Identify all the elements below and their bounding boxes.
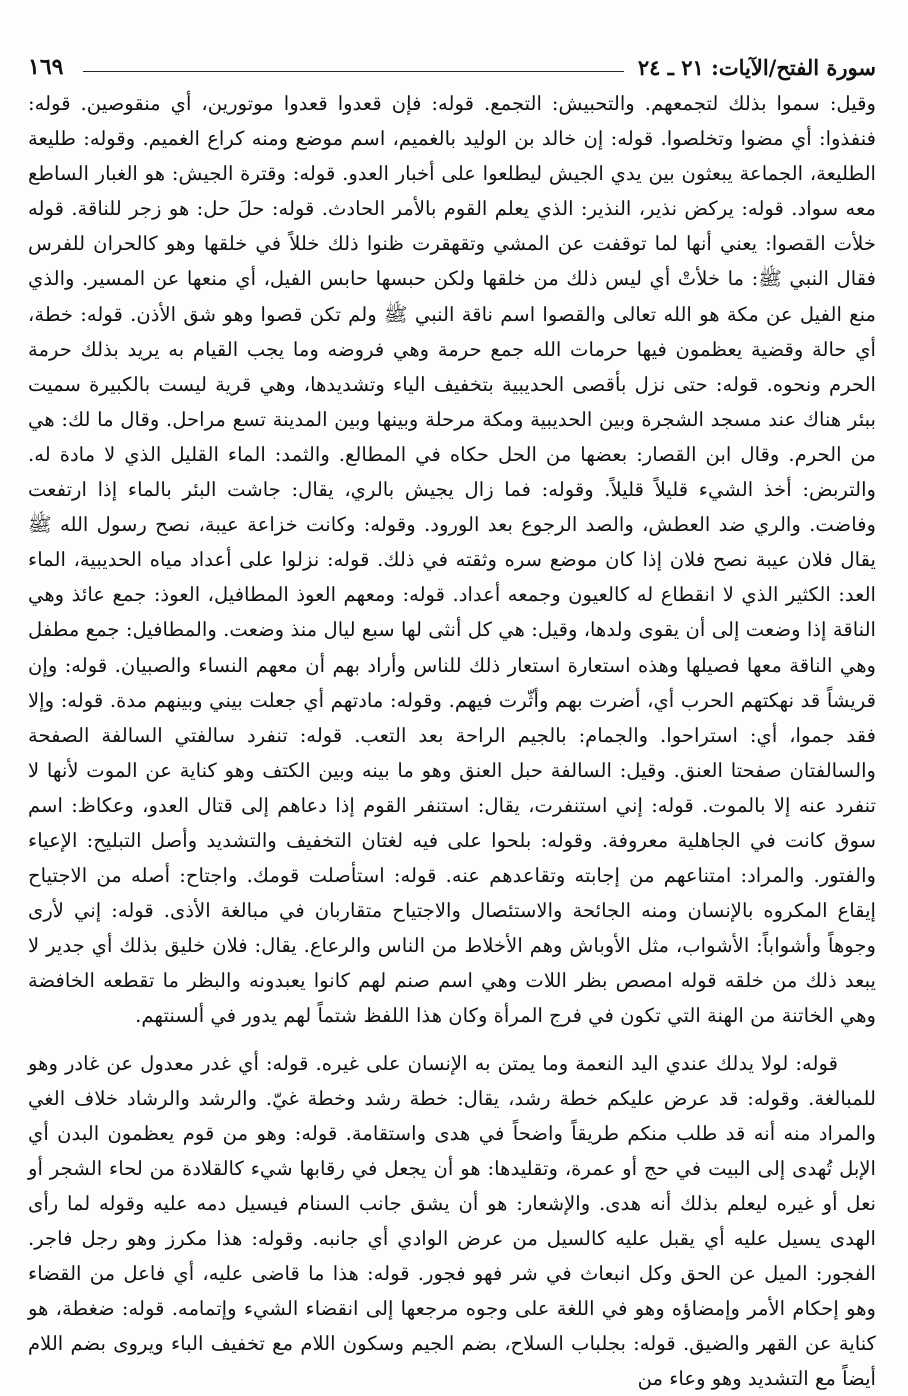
body-text <box>28 86 876 1396</box>
running-title: سورة الفتح/الآيات: ٢١ ـ ٢٤ <box>637 55 876 80</box>
page-number: ١٦٩ <box>28 54 64 80</box>
paragraph: قوله: لولا يدلك عندي اليد النعمة وما يمتن به الإنسان على غيره. قوله: أي غدر معدول عن غادر وهو للمبالغة. وقوله: قد عرض عليكم خطة رشد، يقال: خطة رشد وخطة غيّ. والرشد والرشاد خلاف الغي والمراد منه أنه قد طلب منكم طريقاً واضحاً في هدى واستقامة. قوله: وهو من قوم يعظمون البدن أي الإبل تُهدى إلى البيت في حج أو عمرة، وتقليدها: هو أن يجعل في رقابها شيء كالقلادة من لحاء الشجر أو نعل أو غيره ليعلم بذلك أنه هدى. والإشعار: هو أن يشق جانب السنام فيسيل دمه عليه وقوله لما رأى الهدى يسيل عليه أي يقبل عليه كالسيل من عرض الوادي أي جانبه. وقوله: هذا مكرز وهو رجل فاجر. الفجور: الميل عن الحق وكل انبعاث في شر فهو فجور. قوله: هذا ما قاضى عليه، أي فاعل من القضاء وهو إحكام الأمر وإمضاؤه وهو في اللغة على وجوه مرجعها إلى انقضاء الشيء وإتمامه. قوله: ضغطة، هو كناية عن القهر والضيق. قوله: بجلباب السلاح، بضم الجيم وسكون اللام مع تخفيف الباء ويروى بضم اللام أيضاً مع التشديد وهو وعاء من <box>28 1051 876 1391</box>
header-rule <box>83 71 623 72</box>
paragraph: وقيل: سموا بذلك لتجمعهم. والتحبيش: التجمع. قوله: فإن قعدوا قعدوا موتورين، أي منقوصين. قوله: فنفذوا: أي مضوا وتخلصوا. قوله: إن خالد بن الوليد بالغميم، اسم موضع ومنه كراع الغميم. وقوله: طليعة الطليعة، الجماعة يبعثون بين يدي الجيش ليطلعوا على أخبار العدو. قوله: وقترة الجيش: هو الغبار الساطع معه سواد. قوله: يركض نذير، النذير: الذي يعلم القوم بالأمر الحادث. قوله: حلَ حل: هو زجر للناقة. قوله خلأت القصوا: يعني أنها لما توقفت عن المشي وتقهقرت ظنوا ذلك خللاً في خلقها وهو كالحران للفرس فقال النبي ﷺ: ما خلأتْ أي ليس ذلك من خلقها ولكن حبسها حابس الفيل، أي منعها عن المسير. والذي منع الفيل عن مكة هو الله تعالى والقصوا اسم ناقة النبي ﷺ ولم تكن قصوا وهو شق الأذن. قوله: خطة، أي حالة وقضية يعظمون فيها حرمات الله جمع حرمة وهي فروضه وما يجب القيام به يريد بذلك حرمة الحرم ونحوه. قوله: حتى نزل بأقصى الحديبية بتخفيف الياء وتشديدها، وهي قرية ليست بالكبيرة سميت ببئر هناك عند مسجد الشجرة وبين الحديبية ومكة مرحلة وبينها وبين المدينة تسع مراحل. وقال ما لك: هي من الحرم. وقال ابن القصار: بعضها من الحل حكاه في المطالع. والثمد: الماء القليل الذي لا مادة له. والتربض: أخذ الشيء قليلاً قليلاً. وقوله: فما زال يجيش بالري، يقال: جاشت البئر بالماء إذا ارتفعت وفاضت. والري ضد العطش، والصد الرجوع بعد الورود. وقوله: وكانت خزاعة عيبة، نصح رسول الله ﷺ يقال فلان عيبة نصح فلان إذا كان موضع سره وثقته في ذلك. قوله: نزلوا على أعداد مياه الحديبية، الماء العد: الكثير الذي لا انقطاع له كالعيون وجمعه أعداد. قوله: ومعهم العوذ المطافيل، العوذ: جمع عائذ وهي الناقة إذا وضعت إلى أن يقوى ولدها، وقيل: هي كل أنثى لها سبع ليال منذ وضعت. والمطافيل: جمع مطفل وهي الناقة معها فصيلها وهذه استعارة استعار ذلك للناس وأراد بهم أن معهم النساء والصبيان. قوله: وإن قريشاً قد نهكتهم الحرب أي، أضرت بهم وأثّرت فيهم. وقوله: مادتهم أي جعلت بيني وبينهم مدة. قوله: وإلا فقد جموا، أي: استراحوا. والجمام: بالجيم الراحة بعد التعب. قوله: تنفرد سالفتي السالفة الصفحة والسالفتان صفحتا العنق. وقيل: السالفة حبل العنق وهو ما بينه وبين الكتف وهو كناية عن الموت لأنها لا تنفرد عنه إلا بالموت. قوله: إني استنفرت، يقال: استنفر القوم إذا دعاهم إلى قتال العدو، وعكاظ: اسم سوق كانت في الجاهلية معروفة. وقوله: بلحوا على فيه لغتان التخفيف والتشديد وأصل التبليح: الإعياء والفتور. والمراد: امتناعهم من إجابته وتقاعدهم عنه. قوله: استأصلت قومك. واجتاح: أصله من الاجتياح إيقاع المكروه بالإنسان ومنه الجائحة والاستئصال والاجتياح متقاربان في مبالغة الأذى. قوله: إني لأرى وجوهاً وأشواباً: الأشواب، مثل الأوباش وهم الأخلاط من الناس والرعاع. يقال: فلان خليق بذلك أي جدير لا يبعد ذلك من خلقه قوله امصص بظر اللات وهي اسم صنم لهم كانوا يعبدونه والبظر ما تقطعه الخافضة وهي الخاتنة من الهنة التي تكون في فرج المرأة وكان هذا اللفظ شتماً لهم يدور في ألسنتهم. <box>28 92 876 1028</box>
page-header <box>28 46 876 80</box>
